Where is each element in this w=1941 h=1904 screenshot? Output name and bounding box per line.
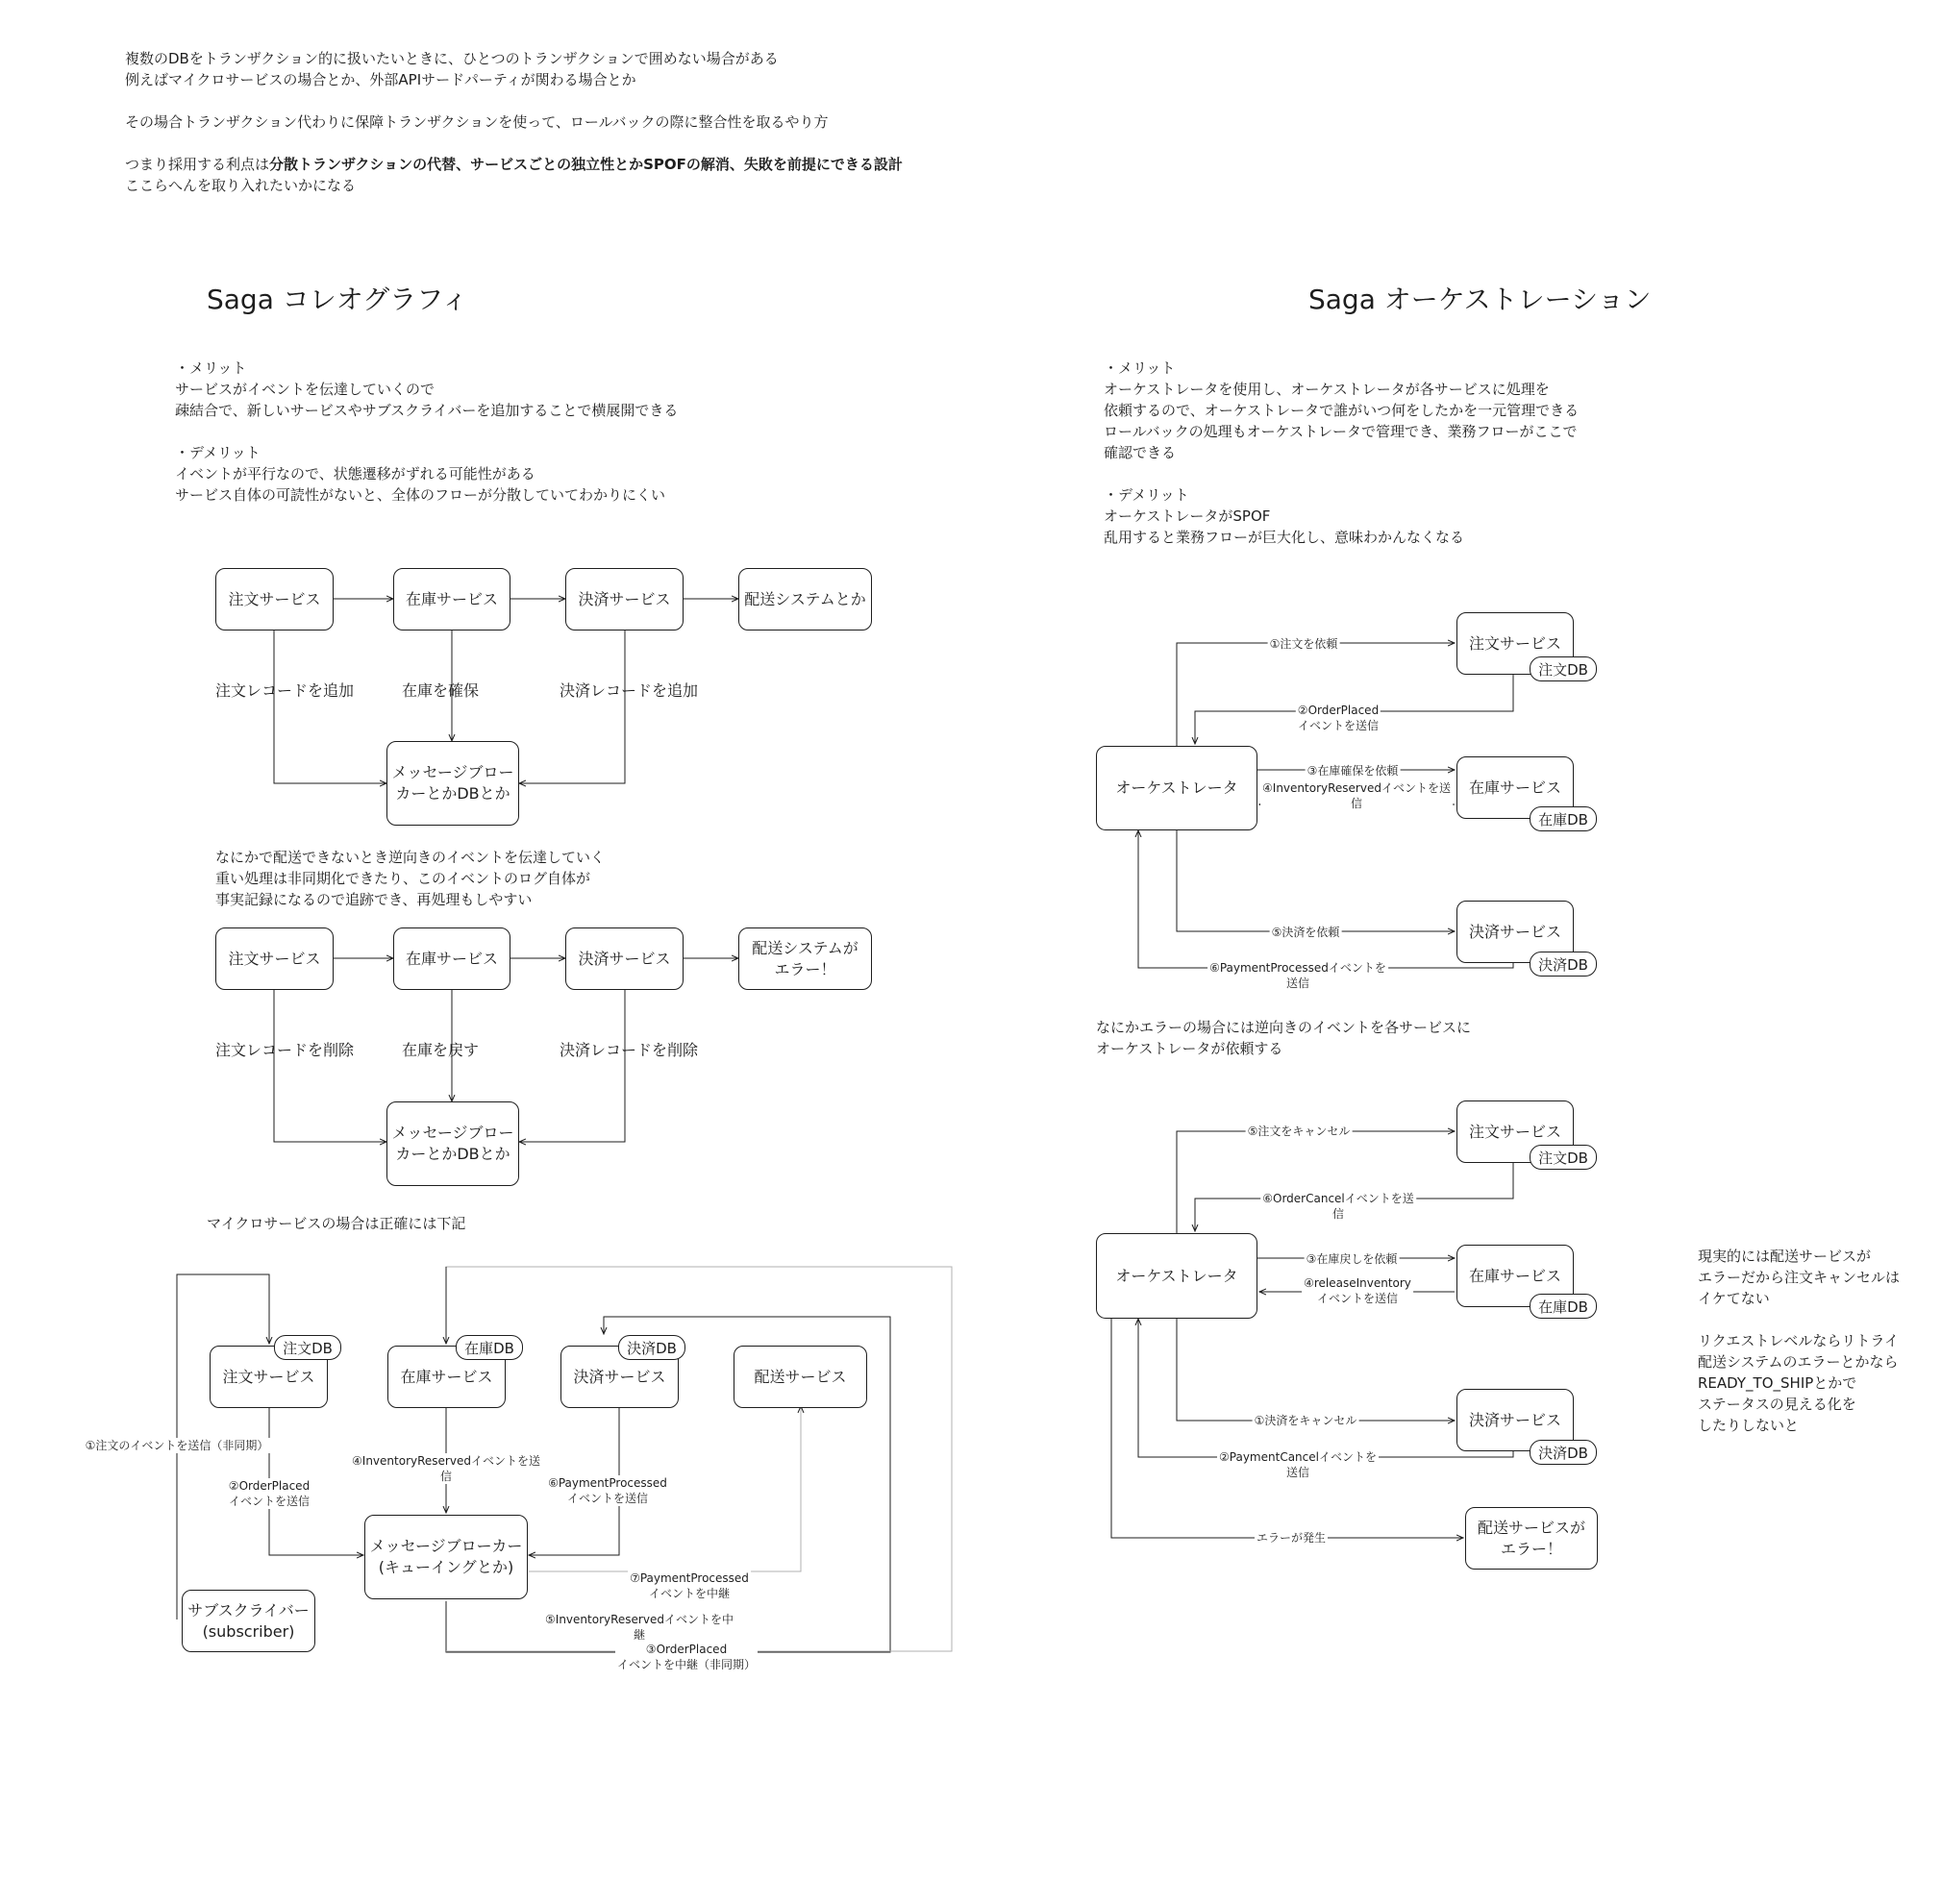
orch2-order-db[interactable]: 注文DB — [1530, 1145, 1597, 1170]
choreo3-edge-label-7: ⑦PaymentProcessed イベントを中継 — [630, 1571, 749, 1600]
choreo3-edge-label-3: ③OrderPlaced イベントを中継（非同期） — [616, 1643, 757, 1671]
orch1-edge-label-2: ②OrderPlaced イベントを送信 — [1297, 704, 1380, 732]
choreo3-shipping-service[interactable]: 配送サービス — [734, 1346, 867, 1408]
orch2-edge-label-5: ⑤注文をキャンセル — [1247, 1125, 1351, 1138]
choreo1-payment-label: 決済レコードを追加 — [560, 681, 699, 700]
choreo3-edge-label-2: ②OrderPlaced イベントを送信 — [228, 1479, 311, 1508]
intro-line-3: その場合トランザクション代わりに保障トランザクションを使って、ロールバックの際に整合性を取るやり方 — [125, 113, 829, 131]
orch1-edge-label-1: ①注文を依頼 — [1269, 637, 1338, 651]
choreo1-payment-service[interactable]: 決済サービス — [565, 568, 684, 631]
orch1-order-service[interactable]: 注文サービス — [1456, 612, 1574, 675]
orch1-order-db[interactable]: 注文DB — [1530, 656, 1597, 681]
choreo2-order-label: 注文レコードを削除 — [215, 1041, 355, 1059]
orch2-edge-label-2: ②PaymentCancelイベントを 送信 — [1219, 1450, 1377, 1479]
orch-error-note: なにかエラーの場合には逆向きのイベントを各サービスに オーケストレータが依頼する — [1096, 1019, 1472, 1057]
orch2-inventory-service[interactable]: 在庫サービス — [1456, 1245, 1574, 1307]
choreo2-order-service[interactable]: 注文サービス — [215, 927, 334, 990]
intro-line-4-prefix: つまり採用する利点は — [125, 156, 270, 173]
orch2-inventory-db[interactable]: 在庫DB — [1530, 1294, 1597, 1319]
orch-side-note: 現実的には配送サービスが エラーだから注文キャンセルは イケてない リクエストレベルならリトライ 配送システムのエラーとかなら READY_TO_SHIPとかで ステータスの見える化を したりしないと — [1698, 1248, 1901, 1434]
orch2-edge-label-4: ④releaseInventory イベントを送信 — [1304, 1276, 1411, 1305]
choreo3-payment-db[interactable]: 決済DB — [618, 1335, 685, 1360]
orch2-order-service[interactable]: 注文サービス — [1456, 1100, 1574, 1163]
choreo2-shipping-error[interactable]: 配送システムが エラー！ — [738, 927, 872, 990]
orch2-shipping-error[interactable]: 配送サービスが エラー！ — [1465, 1507, 1598, 1570]
choreo-description: ・メリット サービスがイベントを伝達していくので 疎結合で、新しいサービスやサブスクライバーを追加することで横展開できる ・デメリット イベントが平行なので、状態遷移がずれる可能性がある サービス自体の可読性がないと、全体のフローが分散していてわかりにくい — [175, 359, 679, 504]
orch2-payment-db[interactable]: 決済DB — [1530, 1440, 1597, 1465]
choreo-micro-note: マイクロサービスの場合は正確には下記 — [207, 1215, 466, 1232]
choreo3-edge-label-6: ⑥PaymentProcessed イベントを送信 — [548, 1476, 667, 1505]
choreo3-edge-label-4: ④InventoryReservedイベントを送 信 — [352, 1454, 540, 1483]
choreo3-payment-service[interactable]: 決済サービス — [560, 1346, 679, 1408]
choreo3-order-db[interactable]: 注文DB — [274, 1335, 341, 1360]
intro-line-1: 複数のDBをトランザクション的に扱いたいときに、ひとつのトランザクションで囲めない場合がある — [125, 50, 779, 67]
choreo2-payment-label: 決済レコードを削除 — [560, 1041, 699, 1059]
intro-text — [125, 48, 903, 196]
orch1-edge-label-6: ⑥PaymentProcessedイベントを 送信 — [1209, 961, 1386, 990]
choreo2-inventory-service[interactable]: 在庫サービス — [393, 927, 510, 990]
choreo3-subscriber[interactable]: サブスクライバー (subscriber) — [182, 1590, 315, 1652]
orch2-edge-label-1: ①決済をキャンセル — [1254, 1414, 1357, 1427]
choreo2-message-broker[interactable]: メッセージブロー カーとかDBとか — [386, 1101, 519, 1186]
choreo-title: Saga コレオグラフィ — [207, 284, 468, 315]
choreo3-edge-label-1: ①注文のイベントを送信（非同期） — [85, 1439, 269, 1452]
choreo1-inventory-label: 在庫を確保 — [402, 681, 480, 700]
intro-line-4-bold: 分散トランザクションの代替、サービスごとの独立性とかSPOFの解消、失敗を前提にできる設計 — [269, 156, 903, 173]
choreo1-shipping-system[interactable]: 配送システムとか — [738, 568, 872, 631]
choreo1-order-service[interactable]: 注文サービス — [215, 568, 334, 631]
choreo1-inventory-service[interactable]: 在庫サービス — [393, 568, 510, 631]
choreo3-message-broker[interactable]: メッセージブローカー (キューイングとか) — [364, 1515, 528, 1599]
orch-title: Saga オーケストレーション — [1308, 284, 1652, 315]
intro-line-5: ここらへんを取り入れたいかになる — [125, 177, 357, 194]
intro-line-2: 例えばマイクロサービスの場合とか、外部APIサードパーティが関わる場合とか — [125, 71, 636, 88]
orch1-edge-label-5: ⑤決済を依頼 — [1271, 926, 1340, 939]
orch-description: ・メリット オーケストレータを使用し、オーケストレータが各サービスに処理を 依頼するので、オーケストレータで誰がいつ何をしたかを一元管理できる ロールバックの処理もオーケストレータで管理でき、業務フローがここで 確認できる ・デメリット オーケストレータがSPOF 乱用すると業務フローが巨大化し、意味わかんなくなる — [1104, 359, 1580, 546]
orch1-payment-service[interactable]: 決済サービス — [1456, 901, 1574, 963]
choreo3-order-service[interactable]: 注文サービス — [210, 1346, 328, 1408]
orch1-inventory-db[interactable]: 在庫DB — [1530, 806, 1597, 831]
choreo3-inventory-service[interactable]: 在庫サービス — [387, 1346, 506, 1408]
orch2-edge-label-3: ③在庫戻しを依頼 — [1306, 1252, 1398, 1266]
choreo3-inventory-db[interactable]: 在庫DB — [456, 1335, 523, 1360]
orch2-orchestrator[interactable]: オーケストレータ — [1096, 1233, 1257, 1319]
choreo3-edge-label-5: ⑤InventoryReservedイベントを中 継 — [545, 1613, 734, 1642]
orch1-payment-db[interactable]: 決済DB — [1530, 952, 1597, 977]
orch2-payment-service[interactable]: 決済サービス — [1456, 1389, 1574, 1451]
choreo2-payment-service[interactable]: 決済サービス — [565, 927, 684, 990]
choreo1-message-broker[interactable]: メッセージブロー カーとかDBとか — [386, 741, 519, 826]
choreo1-order-label: 注文レコードを追加 — [215, 681, 355, 700]
orch2-edge-label-error: エラーが発生 — [1256, 1531, 1327, 1545]
orch1-orchestrator[interactable]: オーケストレータ — [1096, 746, 1257, 830]
orch1-edge-label-4: ④InventoryReservedイベントを送 信 — [1262, 781, 1451, 810]
choreo-error-note: なにかで配送できないとき逆向きのイベントを伝達していく 重い処理は非同期化できたり、このイベントのログ自体が 事実記録になるので追跡でき、再処理もしやすい — [215, 849, 606, 908]
orch1-inventory-service[interactable]: 在庫サービス — [1456, 756, 1574, 819]
intro-line-4 — [125, 154, 903, 175]
orch2-edge-label-6: ⑥OrderCancelイベントを送 信 — [1262, 1192, 1414, 1221]
orch1-edge-label-3: ③在庫確保を依頼 — [1306, 764, 1399, 778]
choreo2-inventory-label: 在庫を戻す — [402, 1041, 480, 1059]
